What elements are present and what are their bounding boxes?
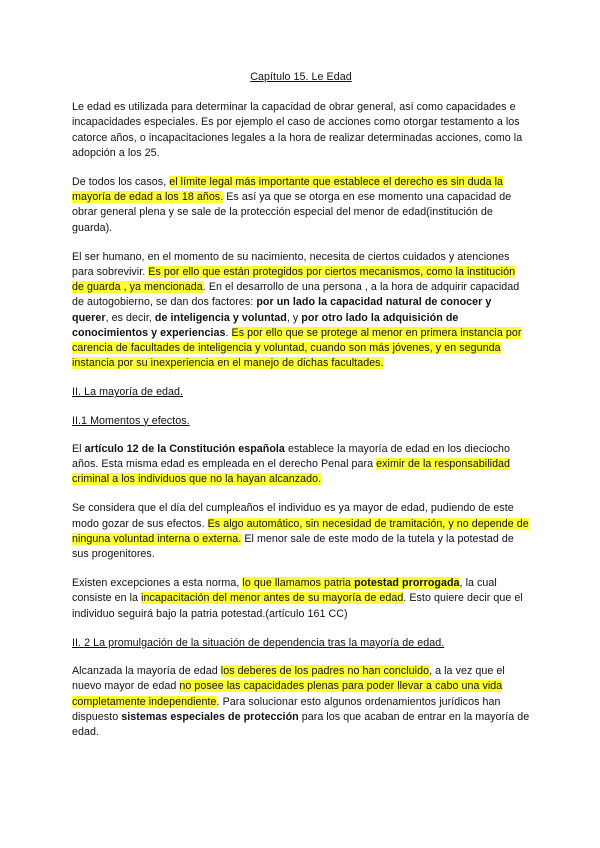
text-run: El ser humano, en el momento de su nacimiento, necesita de ciertos cuidados y atenciones para sobrevivir.	[72, 250, 510, 279]
paragraph-3	[72, 250, 530, 372]
text-run: De todos los casos,	[72, 176, 170, 189]
paragraph-7	[72, 664, 530, 740]
text-run: establece la mayoría de edad en los dieciocho años. Esta misma edad es empleada en el derecho Penal para	[72, 442, 511, 471]
chapter-title: Capítulo 15. Le Edad	[250, 71, 352, 83]
paragraph-2	[72, 175, 530, 236]
text-run: Existen excepciones a esta norma,	[72, 577, 243, 590]
text-run: , es decir,	[105, 311, 155, 324]
subsection-heading-momentos: II.1 Momentos y efectos.	[72, 414, 190, 427]
paragraph-6	[72, 576, 530, 622]
paragraph-1	[72, 100, 530, 161]
bold-text: de inteligencia y voluntad	[154, 311, 287, 324]
bold-text: por un lado la capacidad natural de conocer y querer	[72, 296, 492, 324]
highlighted-text: los deberes de los padres no han concluido	[220, 665, 430, 678]
text-run: . Esto quiere decir que el individuo seguirá bajo la patria potestad.(artículo 161 CC)	[72, 592, 523, 620]
bold-text: por otro lado la adquisición de conocimientos y experiencias	[72, 311, 459, 339]
text-run: , y	[286, 311, 302, 324]
highlighted-text: incapacitación del menor antes de su mayoría de edad	[141, 592, 404, 605]
text-run: El menor sale de este modo de la tutela y la potestad de sus progenitores.	[72, 532, 514, 561]
paragraph-text: Le edad es utilizada para determinar la capacidad de obrar general, así como capacidades e incapacidades especiales. Es por ejemplo el caso de acciones como otorgar testamento a los catorce años, o incapacitaciones legales a la hora de realizar determinadas acciones, como la adopción a los 25.	[72, 101, 523, 159]
highlighted-text: no posee las capacidades plenas para poder llevar a cabo una vida completamente independiente	[72, 680, 503, 708]
text-run: El	[72, 442, 85, 455]
bold-text: sistemas especiales de protección	[121, 710, 299, 723]
text-run: Se considera que el día del cumpleaños el individuo es ya mayor de edad, pudiendo de este modo gozar de sus efectos.	[72, 502, 514, 530]
text-run: . En el desarrollo de una persona , a la hora de adquirir capacidad de autogobierno, se dan dos factores:	[72, 281, 520, 309]
paragraph-4	[72, 442, 530, 488]
paragraph-5	[72, 501, 530, 562]
highlighted-text: Es algo automático, sin necesidad de tramitación, y no depende de ninguna voluntad interna o externa.	[72, 517, 529, 545]
highlighted-text: Es por ello que están protegidos por ciertos mecanismos, como la institución de guarda , ya mencionada	[72, 266, 516, 294]
text-run: Es así ya que se otorga en ese momento una capacidad de obrar general plena y se sale de la protección especial del menor de edad(institución de guarda).	[72, 191, 512, 234]
highlighted-bold-text: potestad prorrogada	[354, 577, 460, 590]
subsection-heading-dependencia: II. 2 La promulgación de la situación de dependencia tras la mayoría de edad.	[72, 636, 445, 649]
text-run: para los que acaban de entrar en la mayoría de edad.	[72, 710, 530, 738]
text-run: , a la vez que el nuevo mayor de edad	[72, 665, 505, 693]
text-run: Alcanzada la mayoría de edad	[72, 665, 221, 678]
bold-text: artículo 12 de la Constitución española	[84, 442, 285, 455]
highlighted-text: eximir de la responsabilidad criminal a los individuos que no la hayan alcanzado.	[72, 458, 511, 486]
highlighted-text: lo que llamamos patria	[242, 577, 355, 590]
text-run: , la cual consiste en la	[72, 577, 497, 605]
section-heading-mayoria: II. La mayoría de edad.	[72, 386, 184, 399]
highlighted-text: Es por ello que se protege al menor en primera instancia por carencia de facultades de inteligencia y voluntad, cuando son más jóvenes, y en segunda instancia por su inexperiencia en el manejo de dichas facultades.	[72, 326, 522, 370]
text-run: . Para solucionar esto algunos ordenamientos jurídicos han dispuesto	[72, 695, 501, 723]
highlighted-text: el límite legal más importante que establece el derecho es sin duda la mayoría de edad a los 18 años.	[72, 176, 504, 204]
text-run: .	[225, 326, 232, 339]
